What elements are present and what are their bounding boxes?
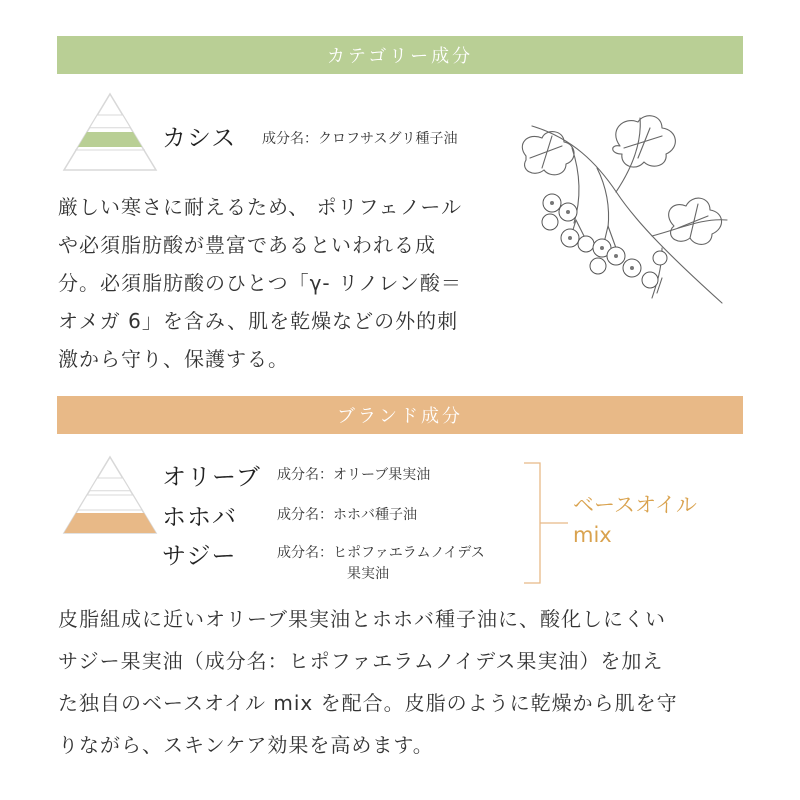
ingredient-label-prefix: 成分名： [262, 131, 318, 147]
ingredient-label-prefix: 成分名： [277, 507, 333, 523]
ingredient-label-value: ヒポファエラムノイデス [333, 545, 485, 561]
brand-header-text: ブランド成分 [337, 406, 463, 427]
mix-label-line: mix [573, 523, 612, 547]
brand-ingredient-name-olive: オリーブ [162, 463, 261, 491]
mix-label-line: ベースオイル [573, 493, 697, 517]
ingredient-label-prefix: 成分名： [277, 545, 333, 561]
category-ingredient-name: カシス [162, 124, 237, 152]
bracket-connector [522, 462, 572, 584]
description-line: りながら、スキンケア効果を高めます。 [58, 733, 434, 757]
category-section-header [57, 36, 743, 74]
description-line: や必須脂肪酸が豊富であるといわれる成 [58, 233, 436, 257]
pyramid-middle-tier-icon [62, 92, 158, 172]
category-description [58, 188, 462, 378]
brand-ingredient-name-jojoba: ホホバ [162, 503, 237, 531]
brand-description [58, 598, 678, 766]
description-line: 厳しい寒さに耐えるため、 ポリフェノール [58, 195, 462, 219]
pyramid-base-tier-icon [62, 455, 158, 535]
ingredient-label-value: ホホバ種子油 [333, 507, 417, 523]
description-line: た独自のベースオイル mix を配合。皮脂のように乾燥から肌を守 [58, 691, 678, 715]
description-line: 分。必須脂肪酸のひとつ「γ- リノレン酸＝ [58, 271, 462, 295]
description-line: オメガ 6」を含み、肌を乾燥などの外的刺 [58, 309, 459, 333]
description-line: サジー果実油（成分名：ヒポファエラムノイデス果実油）を加え [58, 649, 664, 673]
base-oil-mix-label [573, 490, 697, 550]
ingredient-label-value: クロフサスグリ種子油 [318, 131, 458, 147]
description-line: 皮脂組成に近いオリーブ果実油とホホバ種子油に、酸化しにくい [58, 607, 666, 631]
blackcurrant-branch-illustration [512, 108, 740, 318]
ingredient-label-prefix: 成分名： [277, 467, 333, 483]
description-line: 激から守り、保護する。 [58, 347, 289, 371]
ingredient-label-value: オリーブ果実油 [333, 467, 431, 483]
brand-section-header [57, 396, 743, 434]
category-ingredient-label [262, 128, 457, 148]
brand-ingredient-label-olive [277, 464, 430, 484]
category-header-text: カテゴリー成分 [326, 46, 474, 67]
brand-ingredient-label-jojoba [277, 504, 417, 524]
brand-ingredient-name-sea-buckthorn: サジー [162, 542, 237, 570]
ingredient-label-value-continued: 果実油 [347, 566, 389, 582]
brand-ingredient-label-sea-buckthorn [277, 543, 485, 585]
